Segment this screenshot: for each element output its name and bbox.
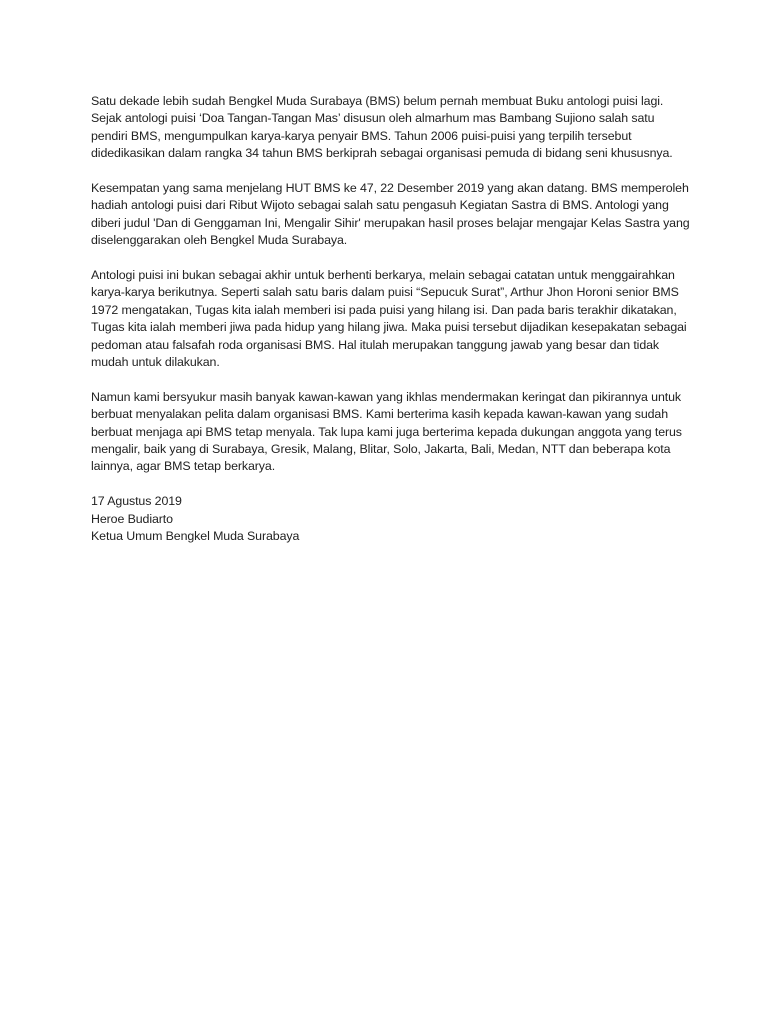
signature-block: [91, 493, 691, 545]
paragraph-2: Kesempatan yang sama menjelang HUT BMS ke 47, 22 Desember 2019 yang akan datang. BMS memperoleh hadiah antologi puisi dari Ribut Wijoto sebagai salah satu pengasuh Kegiatan Sastra di BMS. Antologi yang diberi judul 'Dan di Genggaman Ini, Mengalir Sihir' merupakan hasil proses belajar mengajar Kelas Sastra yang diselenggarakan oleh Bengkel Muda Surabaya.: [91, 181, 690, 248]
signature-date: 17 Agustus 2019: [91, 494, 182, 509]
signature-title: Ketua Umum Bengkel Muda Surabaya: [91, 529, 300, 544]
paragraph-4: Namun kami bersyukur masih banyak kawan-kawan yang ikhlas mendermakan keringat dan pikirannya untuk berbuat menyalakan pelita dalam organisasi BMS. Kami berterima kasih kepada kawan-kawan yang sudah berbuat menjaga api BMS tetap menyala. Tak lupa kami juga berterima kepada dukungan anggota yang terus mengalir, baik yang di Surabaya, Gresik, Malang, Blitar, Solo, Jakarta, Bali, Medan, NTT dan beberapa kota lainnya, agar BMS tetap berkarya.: [91, 389, 682, 474]
paragraph-1: Satu dekade lebih sudah Bengkel Muda Surabaya (BMS) belum pernah membuat Buku antologi puisi lagi. Sejak antologi puisi ‘Doa Tangan-Tangan Mas’ disusun oleh almarhum mas Bambang Sujiono salah satu pendiri BMS, mengumpulkan karya-karya penyair BMS. Tahun 2006 puisi-puisi yang terpilih tersebut didedikasikan dalam rangka 34 tahun BMS berkiprah sebagai organisasi pemuda di bidang seni khususnya.: [91, 94, 673, 161]
document-body: [91, 93, 691, 546]
signature-name: Heroe Budiarto: [91, 511, 173, 526]
paragraph-3: Antologi puisi ini bukan sebagai akhir untuk berhenti berkarya, melain sebagai catatan untuk menggairahkan karya-karya berikutnya. Seperti salah satu baris dalam puisi “Sepucuk Surat”, Arthur Jhon Horoni senior BMS 1972 mengatakan, Tugas kita ialah memberi isi pada puisi yang hilang isi. Dan pada baris terakhir dikatakan, Tugas kita ialah memberi jiwa pada hidup yang hilang jiwa. Maka puisi tersebut dijadikan kesepakatan sebagai pedoman atau falsafah roda organisasi BMS. Hal itulah merupakan tanggung jawab yang besar dan tidak mudah untuk dilakukan.: [91, 268, 687, 370]
